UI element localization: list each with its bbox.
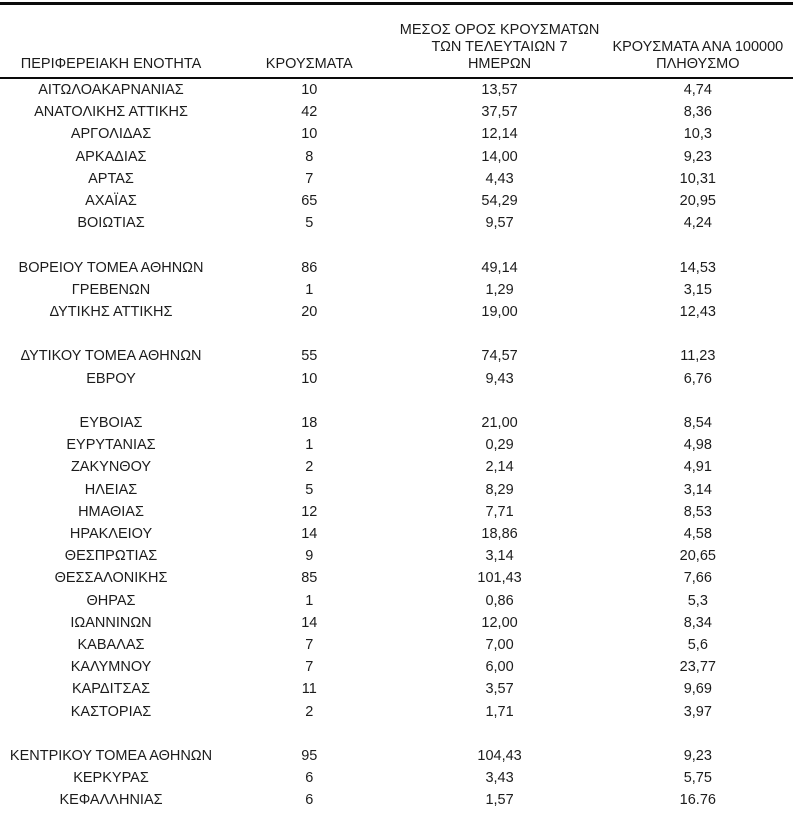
cell-region: ΗΡΑΚΛΕΙΟΥ [69, 526, 153, 543]
table-row [0, 678, 793, 700]
cell-region: ΙΩΑΝΝΙΝΩΝ [70, 614, 152, 631]
table-row [0, 789, 793, 811]
cell-per100k: 6,76 [683, 370, 712, 387]
cell-cases: 42 [301, 104, 318, 121]
cell-per100k: 20,65 [679, 548, 716, 565]
cell-per100k: 4,24 [683, 215, 712, 232]
cell-region: ΒΟΙΩΤΙΑΣ [77, 215, 145, 232]
cell-avg7: 1,57 [485, 792, 514, 809]
cell-region: ΕΒΡΟΥ [86, 370, 136, 387]
cell-avg7: 14,00 [481, 148, 518, 165]
cell-region: ΘΗΡΑΣ [86, 592, 136, 609]
cell-region: ΚΕΡΚΥΡΑΣ [73, 770, 149, 787]
cell-region: ΔΥΤΙΚΟΥ ΤΟΜΕΑ ΑΘΗΝΩΝ [20, 348, 202, 365]
cell-avg7: 0,29 [485, 437, 514, 454]
cell-per100k: 3,15 [683, 281, 712, 298]
cell-per100k: 10,31 [679, 170, 716, 187]
cell-region: ΚΑΡΔΙΤΣΑΣ [71, 681, 151, 698]
table-header [0, 5, 793, 78]
table-row [0, 345, 793, 367]
cell-per100k: 4,74 [683, 82, 712, 98]
cell-per100k: 3,14 [683, 481, 712, 498]
table-row [0, 279, 793, 301]
cell-per100k: 9,23 [683, 748, 712, 765]
spacer-row [0, 234, 793, 256]
regional-cases-table [0, 5, 793, 812]
cell-avg7: 49,14 [481, 259, 518, 276]
table-row [0, 412, 793, 434]
cell-per100k: 8,36 [683, 104, 712, 121]
table-row [0, 123, 793, 145]
cell-per100k: 16.76 [679, 792, 716, 809]
table-row [0, 501, 793, 523]
table-row [0, 567, 793, 589]
cell-region: ΒΟΡΕΙΟΥ ΤΟΜΕΑ ΑΘΗΝΩΝ [18, 259, 204, 276]
cell-avg7: 13,57 [481, 82, 518, 98]
cell-avg7: 37,57 [481, 104, 518, 121]
cell-cases: 14 [301, 526, 318, 543]
cell-region: ΑΡΓΟΛΙΔΑΣ [70, 126, 152, 143]
cell-cases: 20 [301, 304, 318, 321]
table-row [0, 590, 793, 612]
cell-region: ΚΕΝΤΡΙΚΟΥ ΤΟΜΕΑ ΑΘΗΝΩΝ [9, 748, 213, 765]
column-header-cases-line: ΚΡΟΥΣΜΑΤΑ [265, 56, 353, 72]
column-header-avg7 [396, 5, 602, 78]
cell-region: ΗΛΕΙΑΣ [84, 481, 138, 498]
cell-per100k: 12,43 [679, 304, 716, 321]
cell-cases: 2 [305, 459, 314, 476]
cell-cases: 14 [301, 614, 318, 631]
cell-avg7: 12,14 [481, 126, 518, 143]
column-header-avg7-line: ΗΜΕΡΩΝ [467, 56, 532, 72]
table-row [0, 656, 793, 678]
column-header-per100k-line: ΠΛΗΘΥΣΜΟ [656, 56, 740, 72]
cell-avg7: 8,29 [485, 481, 514, 498]
cell-per100k: 14,53 [679, 259, 716, 276]
column-header-per100k-line: ΚΡΟΥΣΜΑΤΑ ΑΝΑ 100000 [612, 39, 784, 55]
column-header-region [0, 5, 222, 78]
table-row [0, 545, 793, 567]
table-row [0, 434, 793, 456]
cell-per100k: 4,58 [683, 526, 712, 543]
spacer-cell [0, 323, 793, 345]
cell-region: ΗΜΑΘΙΑΣ [78, 503, 144, 520]
cell-cases: 5 [305, 481, 314, 498]
cell-cases: 7 [305, 637, 314, 654]
cell-per100k: 8,54 [683, 415, 712, 431]
cell-per100k: 5,6 [687, 637, 708, 654]
cell-avg7: 104,43 [477, 748, 522, 765]
table-row [0, 456, 793, 478]
table-row [0, 146, 793, 168]
spacer-cell [0, 390, 793, 412]
cell-region: ΚΑΒΑΛΑΣ [77, 637, 145, 654]
cell-per100k: 11,23 [680, 348, 716, 365]
cell-avg7: 101,43 [477, 570, 522, 587]
cell-avg7: 12,00 [481, 614, 518, 631]
column-header-cases [222, 5, 396, 78]
table-row [0, 301, 793, 323]
cell-avg7: 3,14 [485, 548, 514, 565]
cell-region: ΑΙΤΩΛΟΑΚΑΡΝΑΝΙΑΣ [38, 82, 184, 98]
cell-cases: 18 [301, 415, 318, 431]
cell-cases: 1 [305, 281, 314, 298]
cell-avg7: 54,29 [481, 193, 518, 210]
cell-cases: 1 [305, 592, 314, 609]
cell-per100k: 9,69 [683, 681, 712, 698]
cell-avg7: 3,43 [485, 770, 514, 787]
cell-region: ΔΥΤΙΚΗΣ ΑΤΤΙΚΗΣ [49, 304, 173, 321]
spacer-row [0, 323, 793, 345]
table-row [0, 612, 793, 634]
cell-per100k: 7,66 [683, 570, 712, 587]
cell-avg7: 7,71 [485, 503, 514, 520]
cell-per100k: 5,75 [683, 770, 712, 787]
table-row [0, 701, 793, 723]
cell-region: ΘΕΣΠΡΩΤΙΑΣ [64, 548, 158, 565]
cell-cases: 11 [301, 681, 317, 698]
cell-per100k: 4,98 [683, 437, 712, 454]
table-row [0, 257, 793, 279]
cell-avg7: 9,43 [485, 370, 514, 387]
cell-cases: 55 [301, 348, 318, 365]
table-row [0, 745, 793, 767]
cell-per100k: 20,95 [679, 193, 716, 210]
cell-avg7: 4,43 [485, 170, 514, 187]
spacer-row [0, 390, 793, 412]
spacer-cell [0, 234, 793, 256]
table-row [0, 101, 793, 123]
column-header-per100k [603, 5, 793, 78]
cell-region: ΓΡΕΒΕΝΩΝ [71, 281, 151, 298]
cell-cases: 7 [305, 170, 314, 187]
table-row [0, 168, 793, 190]
cell-avg7: 19,00 [481, 304, 518, 321]
cell-cases: 86 [301, 259, 318, 276]
cell-cases: 85 [301, 570, 318, 587]
cell-cases: 7 [305, 659, 314, 676]
cell-per100k: 4,91 [683, 459, 712, 476]
column-header-region-line: ΠΕΡΙΦΕΡΕΙΑΚΗ ΕΝΟΤΗΤΑ [20, 56, 202, 72]
table-row [0, 523, 793, 545]
cell-per100k: 5,3 [687, 592, 708, 609]
table-header-row [0, 5, 793, 78]
cell-avg7: 74,57 [481, 348, 518, 365]
spacer-cell [0, 723, 793, 745]
table-row [0, 634, 793, 656]
cell-cases: 10 [301, 82, 318, 98]
cell-region: ΑΧΑΪΑΣ [85, 193, 137, 210]
cell-region: ΚΑΛΥΜΝΟΥ [70, 659, 152, 676]
column-header-avg7-line: ΜΕΣΟΣ ΟΡΟΣ ΚΡΟΥΣΜΑΤΩΝ [399, 22, 600, 38]
cell-per100k: 23,77 [679, 659, 716, 676]
cell-cases: 6 [305, 770, 314, 787]
cell-cases: 65 [301, 193, 318, 210]
cell-cases: 8 [305, 148, 314, 165]
cell-cases: 6 [305, 792, 314, 809]
cell-per100k: 3,97 [683, 703, 712, 720]
cell-cases: 95 [301, 748, 318, 765]
cell-avg7: 3,57 [485, 681, 514, 698]
table-row [0, 78, 793, 101]
cell-avg7: 6,00 [485, 659, 514, 676]
table-row [0, 368, 793, 390]
table-body [0, 78, 793, 812]
cell-region: ΕΥΒΟΙΑΣ [79, 415, 143, 431]
cell-avg7: 9,57 [485, 215, 514, 232]
cell-region: ΑΡΤΑΣ [88, 170, 134, 187]
cell-cases: 2 [305, 703, 314, 720]
cell-avg7: 1,29 [485, 281, 514, 298]
cell-cases: 5 [305, 215, 314, 232]
table-row [0, 479, 793, 501]
cell-cases: 9 [305, 548, 314, 565]
cell-per100k: 10,3 [683, 126, 712, 143]
cell-cases: 10 [301, 370, 318, 387]
table-row [0, 767, 793, 789]
spacer-row [0, 723, 793, 745]
cell-cases: 1 [305, 437, 314, 454]
cell-cases: 12 [301, 503, 318, 520]
table-row [0, 212, 793, 234]
cell-per100k: 9,23 [683, 148, 712, 165]
cell-per100k: 8,34 [683, 614, 712, 631]
cell-region: ΚΕΦΑΛΛΗΝΙΑΣ [59, 792, 163, 809]
cell-avg7: 1,71 [485, 703, 514, 720]
cell-avg7: 7,00 [485, 637, 514, 654]
cell-per100k: 8,53 [683, 503, 712, 520]
cell-region: ΕΥΡΥΤΑΝΙΑΣ [66, 437, 156, 454]
cell-cases: 10 [301, 126, 318, 143]
cell-avg7: 0,86 [485, 592, 514, 609]
cell-region: ΘΕΣΣΑΛΟΝΙΚΗΣ [54, 570, 168, 587]
cell-region: ΑΝΑΤΟΛΙΚΗΣ ΑΤΤΙΚΗΣ [34, 104, 188, 121]
cell-region: ΑΡΚΑΔΙΑΣ [75, 148, 147, 165]
cell-region: ΚΑΣΤΟΡΙΑΣ [70, 703, 152, 720]
column-header-avg7-line: ΤΩΝ ΤΕΛΕΥΤΑΙΩΝ 7 [431, 39, 568, 55]
cell-avg7: 2,14 [485, 459, 514, 476]
cell-region: ΖΑΚΥΝΘΟΥ [70, 459, 152, 476]
cell-avg7: 21,00 [481, 415, 518, 431]
table-row [0, 190, 793, 212]
cell-avg7: 18,86 [481, 526, 518, 543]
